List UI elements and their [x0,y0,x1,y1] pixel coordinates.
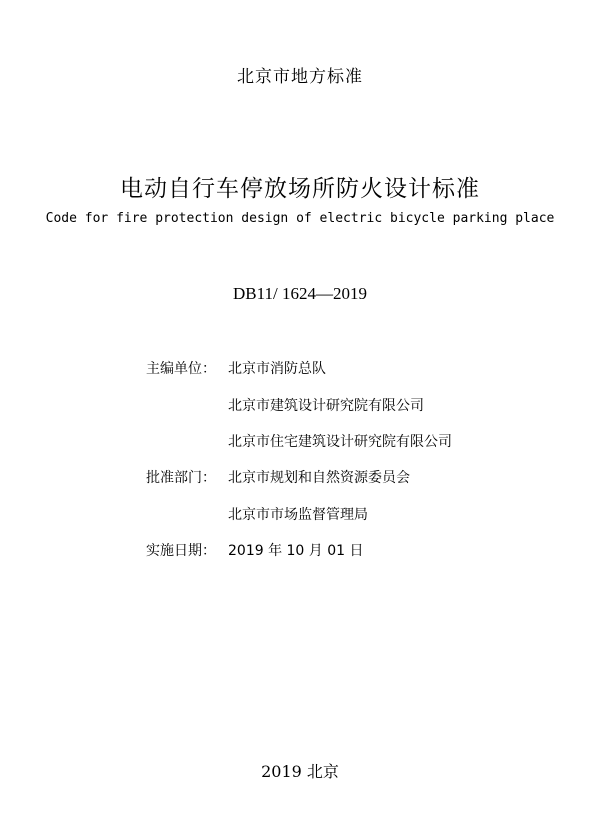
implementation-date-row [146,540,364,560]
editor-row-1 [146,358,326,378]
footer-year-place: 2019 北京 [261,762,339,781]
approver-name: 北京市市场监督管理局 [228,507,368,523]
document-title: 电动自行车停放场所防火设计标准 [120,176,480,202]
date-label: 实施日期： [146,543,216,559]
standard-number: DB11/ 1624—2019 [233,284,367,303]
approver-row-1 [146,467,410,487]
editor-row-3 [228,431,452,451]
editor-name: 北京市建筑设计研究院有限公司 [228,398,424,414]
approver-name: 北京市规划和自然资源委员会 [228,470,410,486]
editor-label: 主编单位： [146,361,216,377]
standard-type-header: 北京市地方标准 [237,67,363,87]
approver-row-2 [228,504,368,524]
approver-label: 批准部门： [146,470,216,486]
implementation-date: 2019 年 10 月 01 日 [228,543,364,559]
editor-row-2 [228,395,424,415]
document-title-english: Code for fire protection design of electric bicycle parking place [45,211,555,226]
editor-name: 北京市住宅建筑设计研究院有限公司 [228,434,452,450]
editor-name: 北京市消防总队 [228,361,326,377]
